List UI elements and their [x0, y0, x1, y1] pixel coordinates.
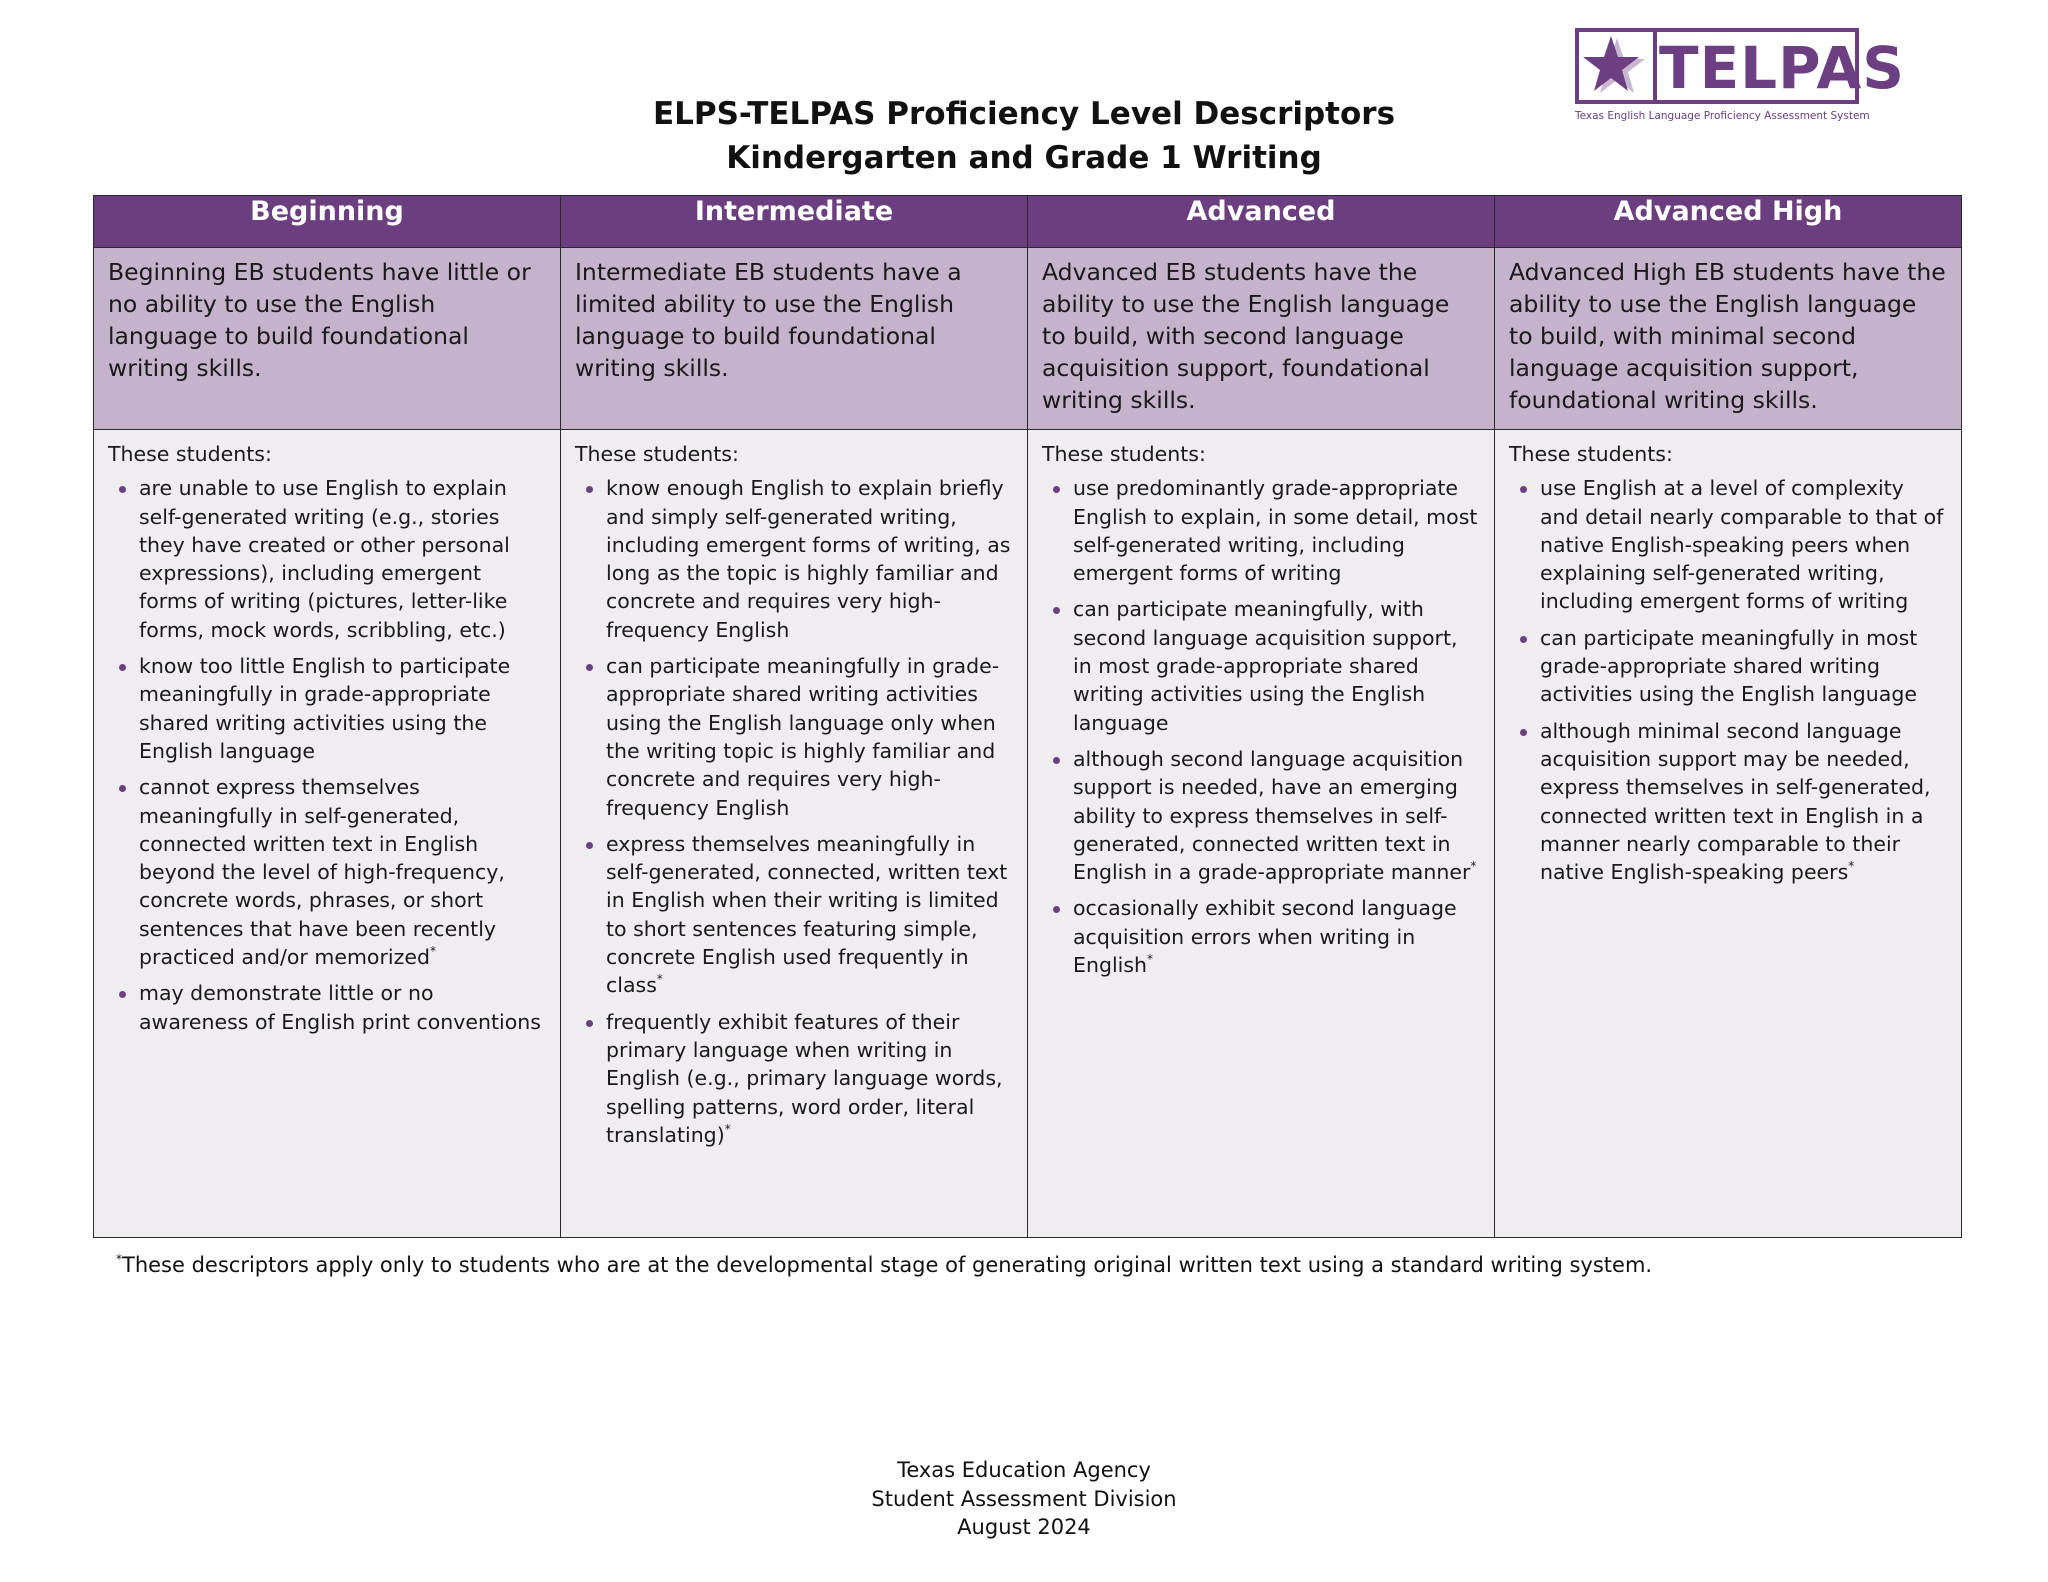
bullet-text: are unable to use English to explain self-generated writing (e.g., stories they have created or other personal expressions), including emergent forms of writing (pictures, letter-like forms, mock words, scribbling, etc.) [139, 476, 510, 642]
list-item [575, 652, 1013, 822]
list-item [575, 830, 1013, 1000]
lead-text: These students: [575, 442, 739, 466]
footnote-marker: * [1848, 859, 1855, 874]
star-icon [1579, 32, 1649, 100]
detail-beginning [94, 430, 561, 1238]
list-item [575, 474, 1013, 644]
list-item [108, 979, 546, 1036]
footer-agency: Texas Education Agency [897, 1458, 1151, 1482]
bullet-icon [586, 486, 593, 493]
bullet-text: although minimal second language acquisition support may be needed, express themselves in self-generated, connected written text in English in a manner nearly comparable to their native English-speaking peers [1540, 718, 1931, 885]
bullet-icon [1053, 906, 1060, 913]
lead-text: These students: [108, 442, 272, 466]
list-item [108, 474, 546, 644]
heading-advanced-high: Advanced High [1495, 196, 1962, 248]
bullet-icon [586, 664, 593, 671]
bullet-text: may demonstrate little or no awareness of English print conventions [139, 981, 541, 1034]
heading-intermediate: Intermediate [561, 196, 1028, 248]
logo-star-cell [1579, 32, 1657, 100]
list-item [1042, 595, 1480, 736]
page-title: ELPS-TELPAS Proficiency Level Descriptors [652, 96, 1396, 132]
summary-beginning: Beginning EB students have little or no ability to use the English language to build foundational writing skills. [94, 248, 561, 430]
bullet-icon [586, 1020, 593, 1027]
footnote [116, 1252, 1652, 1277]
footnote-marker: * [429, 944, 436, 959]
list-item [1042, 474, 1480, 587]
list-item [1509, 717, 1947, 887]
detail-intermediate [561, 430, 1028, 1238]
bullet-list [1509, 474, 1947, 886]
heading-advanced: Advanced [1028, 196, 1495, 248]
footnote-text: These descriptors apply only to students who are at the developmental stage of generating original written text using a standard writing system. [122, 1253, 1653, 1277]
bullet-text: express themselves meaningfully in self-generated, connected, written text in English when their writing is limited to short sentences featuring simple, concrete English used frequently in class [606, 831, 1008, 998]
bullet-icon [1520, 636, 1527, 643]
bullet-text: know enough English to explain briefly and simply self-generated writing, including emergent forms of writing, as long as the topic is highly familiar and concrete and requires very high-frequency English [606, 476, 1011, 642]
lead-text: These students: [1509, 442, 1673, 466]
bullet-icon [119, 785, 126, 792]
bullet-list [575, 474, 1013, 1149]
list-item [108, 773, 546, 971]
bullet-text: use English at a level of complexity and detail nearly comparable to that of native English-speaking peers when explaining self-generated writing, including emergent forms of writing [1540, 476, 1944, 614]
page-subtitle: Kindergarten and Grade 1 Writing [726, 140, 1322, 176]
footnote-marker: * [656, 972, 663, 987]
footnote-marker: * [1470, 859, 1477, 874]
bullet-icon [1053, 607, 1060, 614]
summary-advanced: Advanced EB students have the ability to use the English language to build, with second language acquisition support, foundational writing skills. [1028, 248, 1495, 430]
footnote-star: * [116, 1252, 122, 1266]
bullet-text: cannot express themselves meaningfully in self-generated, connected written text in English beyond the level of high-frequency, concrete words, phrases, or short sentences that have been recently practiced and/or memorized [139, 775, 505, 970]
footnote-marker: * [724, 1121, 731, 1136]
footer-division: Student Assessment Division [871, 1486, 1177, 1511]
bullet-text: know too little English to participate meaningfully in grade-appropriate shared writing activities using the English language [139, 654, 511, 763]
detail-advanced [1028, 430, 1495, 1238]
detail-row [94, 430, 1962, 1238]
lead-text: These students: [1042, 442, 1206, 466]
bullet-icon [1053, 486, 1060, 493]
list-item [1042, 894, 1480, 979]
bullet-icon [119, 486, 126, 493]
list-item [1509, 474, 1947, 615]
bullet-icon [1053, 757, 1060, 764]
bullet-list [1042, 474, 1480, 979]
summary-advanced-high: Advanced High EB students have the ability to use the English language to build, with minimal second language acquisition support, foundational writing skills. [1495, 248, 1962, 430]
header-row [94, 196, 1962, 248]
list-item [108, 652, 546, 765]
list-item [1509, 624, 1947, 709]
bullet-text: use predominantly grade-appropriate English to explain, in some detail, most self-generated writing, including emergent forms of writing [1073, 476, 1478, 586]
bullet-icon [586, 842, 593, 849]
list-item [1042, 745, 1480, 886]
summary-row [94, 248, 1962, 430]
bullet-text: can participate meaningfully, with second language acquisition support, in most grade-appropriate shared writing activities using the English language [1073, 597, 1458, 735]
logo-wordmark: TELPAS [1659, 34, 1905, 102]
bullet-icon [1520, 729, 1527, 736]
bullet-icon [119, 991, 126, 998]
bullet-text: although second language acquisition support is needed, have an emerging ability to express themselves in self-generated, connected written text in English in a grade-appropriate manner [1073, 746, 1471, 885]
summary-intermediate: Intermediate EB students have a limited ability to use the English language to build foundational writing skills. [561, 248, 1028, 430]
bullet-text: can participate meaningfully in grade-appropriate shared writing activities using the English language only when the writing topic is highly familiar and concrete and requires very high-frequency English [606, 654, 1000, 820]
logo-subtitle: Texas English Language Proficiency Assessment System [1575, 110, 1870, 122]
footer [0, 1456, 2048, 1542]
list-item [575, 1008, 1013, 1149]
detail-advanced-high [1495, 430, 1962, 1238]
bullet-text: occasionally exhibit second language acquisition errors when writing in English [1073, 896, 1457, 978]
bullet-text: frequently exhibit features of their primary language when writing in English (e.g., primary language words, spelling patterns, word order, literal translating) [606, 1009, 1003, 1147]
bullet-list [108, 474, 546, 1036]
heading-beginning: Beginning [94, 196, 561, 248]
footnote-marker: * [1147, 952, 1154, 967]
bullet-text: can participate meaningfully in most grade-appropriate shared writing activities using the English language [1540, 625, 1918, 707]
proficiency-table [93, 195, 1962, 1238]
bullet-icon [119, 664, 126, 671]
bullet-icon [1520, 486, 1527, 493]
footer-date: August 2024 [957, 1515, 1091, 1539]
